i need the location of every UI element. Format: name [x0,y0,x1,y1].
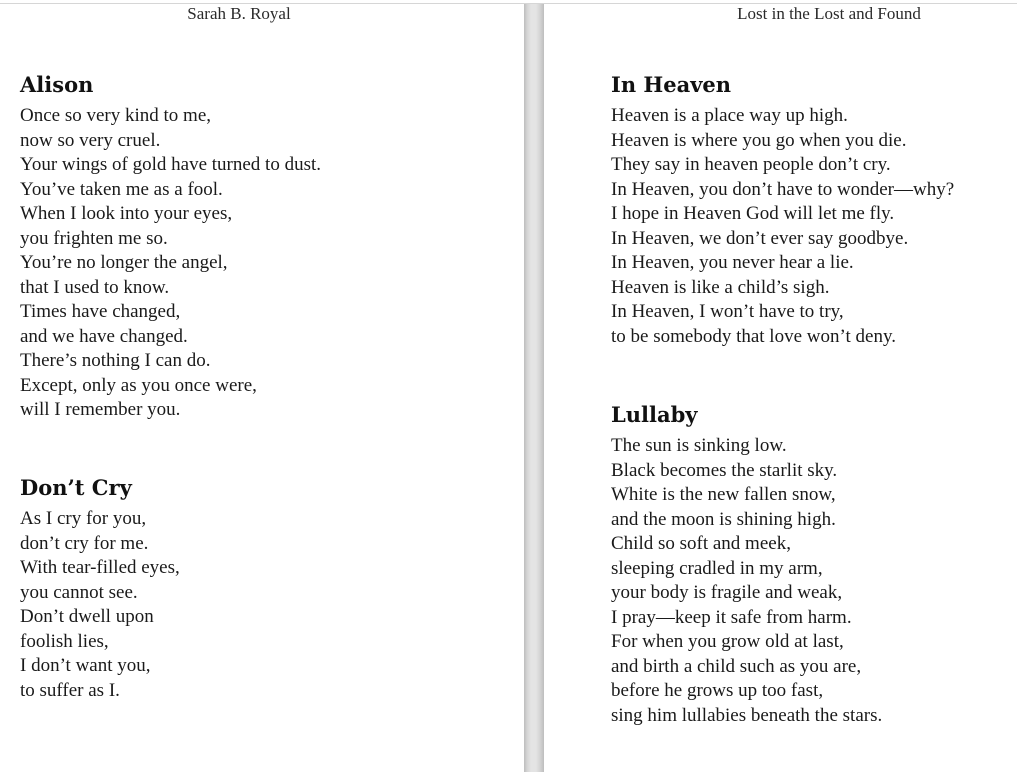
poem-line: to be somebody that love won’t deny. [611,325,896,347]
poem-line: Heaven is a place way up high. [611,105,848,126]
poem-line: You’ve taken me as a fool. [20,178,223,200]
poem-line: Except, only as you once were, [20,374,257,396]
poem-line: don’t cry for me. [20,532,149,554]
poem-line: The sun is sinking low. [611,435,787,456]
poem-lullaby [611,402,882,728]
poem-line: You’re no longer the angel, [20,252,228,273]
poem-line: and birth a child such as you are, [611,655,862,677]
poem-line: There’s nothing I can do. [20,350,211,371]
right-page [544,0,1017,772]
poem-line: I hope in Heaven God will let me fly. [611,203,895,224]
poem-line: will I remember you. [20,399,181,420]
poem-line: As I cry for you, [20,508,147,529]
poem-line: When I look into your eyes, [20,203,233,224]
poem-in-heaven [611,72,954,349]
poem-line: Times have changed, [20,301,181,322]
poem-line: In Heaven, you never hear a lie. [611,252,854,273]
poem-line: and we have changed. [20,325,188,347]
running-head-author: Sarah B. Royal [187,4,291,23]
poem-title: Don’t Cry [20,475,132,500]
poem-line: Heaven is like a child’s sigh. [611,276,830,298]
poem-line: Child so soft and meek, [611,533,791,554]
poem-line: In Heaven, I won’t have to try, [611,301,844,322]
poem-line: sleeping cradled in my arm, [611,557,823,579]
poem-title: Lullaby [611,402,698,427]
poem-alison [20,72,321,423]
poem-title: In Heaven [611,72,732,97]
poem-line: For when you grow old at last, [611,631,844,652]
poem-line: I don’t want you, [20,655,151,676]
poem-line: They say in heaven people don’t cry. [611,154,891,175]
poem-dont-cry [20,475,180,703]
poem-line: you frighten me so. [20,227,168,249]
poem-line: White is the new fallen snow, [611,484,836,505]
poem-line: Black becomes the starlit sky. [611,459,838,481]
poem-line: that I used to know. [20,276,170,298]
poem-title: Alison [20,72,94,97]
poem-line: I pray—keep it safe from harm. [611,606,852,628]
page-gutter [524,4,544,772]
poem-line: to suffer as I. [20,679,120,701]
poem-line: Heaven is where you go when you die. [611,129,907,151]
poem-line: In Heaven, you don’t have to wonder—why? [611,178,955,200]
poem-line: With tear-filled eyes, [20,557,180,578]
poem-line: your body is fragile and weak, [611,582,843,603]
poem-line: sing him lullabies beneath the stars. [611,704,883,726]
poem-line: before he grows up too fast, [611,680,824,701]
poem-line: Once so very kind to me, [20,105,212,126]
poem-line: and the moon is shining high. [611,508,836,530]
poem-line: Your wings of gold have turned to dust. [20,154,322,175]
poem-line: foolish lies, [20,630,109,652]
poem-line: Don’t dwell upon [20,606,154,627]
poem-line: In Heaven, we don’t ever say goodbye. [611,227,909,249]
poem-line: now so very cruel. [20,129,161,151]
running-head-book-title: Lost in the Lost and Found [737,4,921,23]
poem-line: you cannot see. [20,581,138,603]
